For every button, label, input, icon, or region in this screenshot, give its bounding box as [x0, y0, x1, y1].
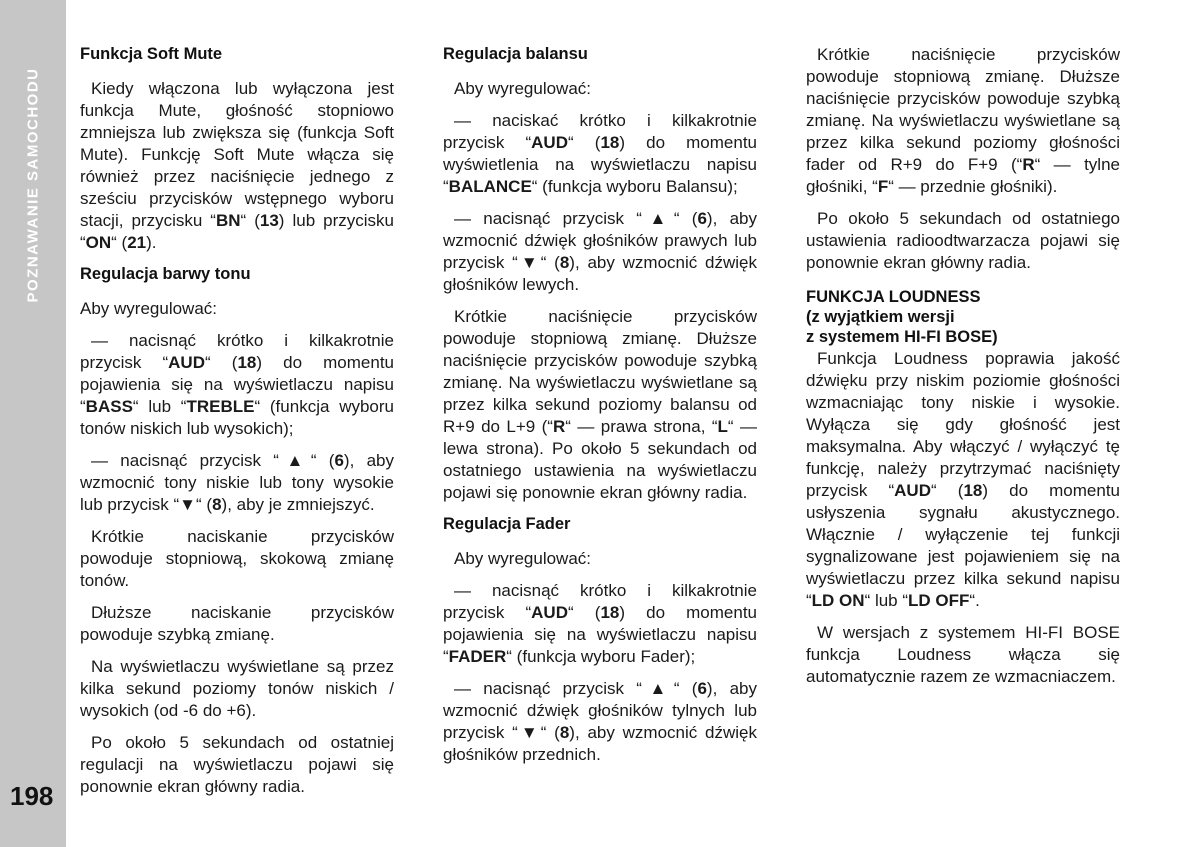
column-2: [443, 44, 757, 776]
heading-loudness-sub2: z systemem HI-FI BOSE): [806, 328, 998, 346]
column-3: [806, 44, 1120, 698]
paragraph-balance-intro: Aby wyregulować:: [454, 79, 592, 98]
heading-soft-mute: Funkcja Soft Mute: [80, 45, 223, 63]
paragraph-balance-step2: — nacisnąć przycisk “▲“ (6), aby wzmocnić dźwięk głośników prawych lub przycisk “▼“ (8), aby wzmocnić dźwięk głośników lewych.: [443, 209, 757, 294]
paragraph-soft-mute: Kiedy włączona lub wyłączona jest funkcja Mute, głośność stopniowo zmniejsza lub zwiększa się (funkcja Soft Mute). Funkcję Soft Mute włącza się również przez naciśnięcie jednego z sześciu przycisków wstępnego wyboru stacji, przycisku “BN“ (13) lub przycisku “ON“ (21).: [80, 79, 394, 252]
paragraph-tone-long: Dłuższe naciskanie przycisków powoduje szybką zmianę.: [80, 603, 394, 644]
heading-loudness: FUNKCJA LOUDNESS: [806, 288, 981, 306]
paragraph-fader-timeout: Po około 5 sekundach od ostatniego ustawienia radioodtwarzacza pojawi się ponownie ekran główny radia.: [806, 209, 1120, 272]
paragraph-balance-step1: — naciskać krótko i kilkakrotnie przycisk “AUD“ (18) do momentu wyświetlenia na wyświetlaczu napisu “BALANCE“ (funkcja wyboru Balansu);: [443, 111, 757, 196]
heading-balance: Regulacja balansu: [443, 45, 588, 63]
paragraph-tone-display: Na wyświetlaczu wyświetlane są przez kilka sekund poziomy tonów niskich / wysokich (od -6 do +6).: [80, 657, 394, 720]
paragraph-fader-intro: Aby wyregulować:: [454, 549, 592, 568]
paragraph-fader-step1: — nacisnąć krótko i kilkakrotnie przycisk “AUD“ (18) do momentu pojawienia się na wyświetlaczu napisu “FADER“ (funkcja wyboru Fader);: [443, 581, 757, 666]
heading-loudness-sub1: (z wyjątkiem wersji: [806, 308, 955, 326]
paragraph-balance-info: Krótkie naciśnięcie przycisków powoduje stopniową zmianę. Dłuższe naciśnięcie przycisków powoduje szybką zmianę. Na wyświetlaczu wyświetlane są przez kilka sekund poziomy balansu od R+9 do L+9 (“R“ — prawa strona, “L“ — lewa strona). Po około 5 sekundach od ostatniego ustawienia na wyświetlaczu pojawi się ponownie ekran główny radia.: [443, 307, 757, 502]
paragraph-tone-step2: — nacisnąć przycisk “▲“ (6), aby wzmocnić tony niskie lub tony wysokie lub przycisk “▼“ (8), aby je zmniejszyć.: [80, 451, 394, 514]
side-tab: [0, 0, 66, 847]
paragraph-tone-timeout: Po około 5 sekundach od ostatniej regulacji na wyświetlaczu pojawi się ponownie ekran główny radia.: [80, 733, 394, 796]
page-number: 198: [10, 781, 54, 811]
paragraph-tone-intro: Aby wyregulować:: [80, 299, 218, 318]
section-label: POZNAWANIE SAMOCHODU: [24, 67, 42, 303]
paragraph-tone-step1: — nacisnąć krótko i kilkakrotnie przycisk “AUD“ (18) do momentu pojawienia się na wyświetlaczu napisu “BASS“ lub “TREBLE“ (funkcja wyboru tonów niskich lub wysokich);: [80, 331, 394, 438]
heading-fader: Regulacja Fader: [443, 515, 571, 533]
paragraph-fader-info: Krótkie naciśnięcie przycisków powoduje stopniową zmianę. Dłuższe naciśnięcie przycisków powoduje szybką zmianę. Na wyświetlaczu wyświetlane są przez kilka sekund poziomy głośności fader od R+9 do F+9 (“R“ — tylne głośniki, “F“ — przednie głośniki).: [806, 45, 1120, 196]
paragraph-fader-step2: — nacisnąć przycisk “▲“ (6), aby wzmocnić dźwięk głośników tylnych lub przycisk “▼“ (8), aby wzmocnić dźwięk głośników przednich.: [443, 679, 757, 764]
paragraph-loudness-bose: W wersjach z systemem HI-FI BOSE funkcja Loudness włącza się automatycznie razem ze wzmacniaczem.: [806, 623, 1120, 686]
heading-tone: Regulacja barwy tonu: [80, 265, 251, 283]
paragraph-loudness: Funkcja Loudness poprawia jakość dźwięku przy niskim poziomie głośności wzmacniając tony niskie i wysokie. Wyłącza się gdy głośność jest maksymalna. Aby włączyć / wyłączyć tę funkcję, należy przytrzymać naciśnięty przycisk “AUD“ (18) do momentu usłyszenia sygnału akustycznego. Włącznie / wyłączenie tej funkcji sygnalizowane jest pojawieniem się na wyświetlaczu przez kilka sekund napisu “LD ON“ lub “LD OFF“.: [806, 349, 1120, 610]
column-1: [80, 44, 394, 808]
paragraph-tone-short: Krótkie naciskanie przycisków powoduje stopniową, skokową zmianę tonów.: [80, 527, 394, 590]
